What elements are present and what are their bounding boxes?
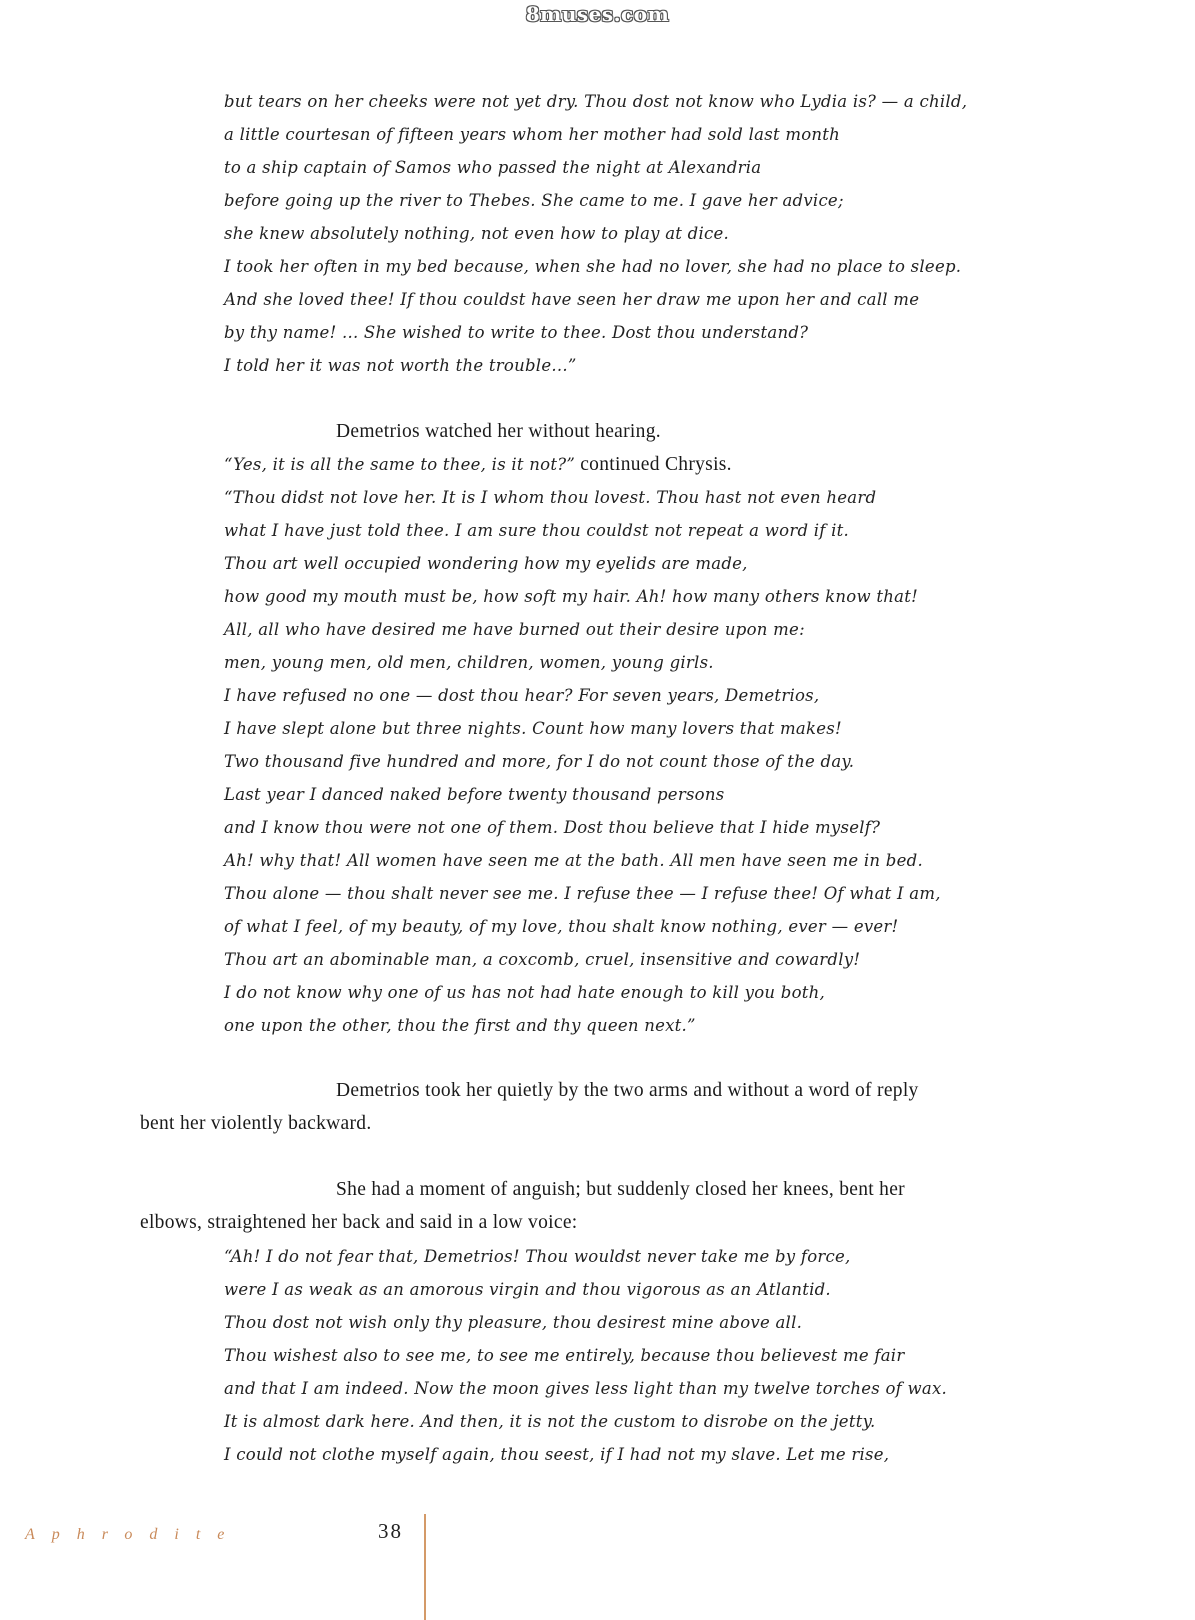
- text-line: Thou dost not wish only thy pleasure, thou desirest mine above all.: [224, 1313, 803, 1332]
- text-line: I told her it was not worth the trouble...”: [224, 356, 577, 375]
- narrative-line: elbows, straightened her back and said in a low voice:: [140, 1212, 578, 1233]
- text-line: men, young men, old men, children, women, young girls.: [224, 653, 714, 672]
- narrative-line: She had a moment of anguish; but suddenly closed her knees, bent her: [336, 1179, 905, 1200]
- text-line: to a ship captain of Samos who passed the night at Alexandria: [224, 158, 762, 177]
- text-line: I took her often in my bed because, when she had no lover, she had no place to sleep.: [224, 257, 962, 276]
- text-line: I could not clothe myself again, thou seest, if I had not my slave. Let me rise,: [224, 1445, 890, 1464]
- text-line: “Ah! I do not fear that, Demetrios! Thou wouldst never take me by force,: [224, 1247, 851, 1266]
- text-line: I have slept alone but three nights. Count how many lovers that makes!: [224, 719, 842, 738]
- text-line: It is almost dark here. And then, it is not the custom to disrobe on the jetty.: [224, 1412, 876, 1431]
- text-line: Thou art an abominable man, a coxcomb, cruel, insensitive and cowardly!: [224, 950, 861, 969]
- text-line: I do not know why one of us has not had hate enough to kill you both,: [224, 983, 826, 1002]
- text-line: were I as weak as an amorous virgin and thou vigorous as an Atlantid.: [224, 1280, 831, 1299]
- dialogue-line: [224, 455, 732, 475]
- text-line: a little courtesan of fifteen years whom her mother had sold last month: [224, 125, 841, 144]
- dialogue-attribution: continued Chrysis.: [575, 454, 732, 475]
- text-line: Thou wishest also to see me, to see me entirely, because thou believest me fair: [224, 1346, 905, 1365]
- text-line: but tears on her cheeks were not yet dry. Thou dost not know who Lydia is? — a child,: [224, 92, 968, 111]
- text-line: before going up the river to Thebes. She came to me. I gave her advice;: [224, 191, 844, 210]
- text-line: Thou art well occupied wondering how my eyelids are made,: [224, 554, 748, 573]
- text-line: and I know thou were not one of them. Dost thou believe that I hide myself?: [224, 818, 881, 837]
- text-line: and that I am indeed. Now the moon gives less light than my twelve torches of wax.: [224, 1379, 948, 1398]
- footer-book-title: Aphrodite: [25, 1526, 242, 1543]
- footer-divider: [424, 1514, 426, 1620]
- text-line: All, all who have desired me have burned out their desire upon me:: [224, 620, 805, 639]
- text-line: Last year I danced naked before twenty thousand persons: [224, 785, 725, 804]
- narrative-line: bent her violently backward.: [140, 1113, 372, 1134]
- text-line: she knew absolutely nothing, not even how to play at dice.: [224, 224, 730, 243]
- narrative-line: Demetrios watched her without hearing.: [336, 421, 661, 442]
- text-line: Thou alone — thou shalt never see me. I refuse thee — I refuse thee! Of what I am,: [224, 884, 941, 903]
- text-line: Two thousand five hundred and more, for I do not count those of the day.: [224, 752, 855, 771]
- text-line: what I have just told thee. I am sure thou couldst not repeat a word if it.: [224, 521, 850, 540]
- watermark-logo: 8muses.com: [525, 2, 670, 26]
- text-line: by thy name! ... She wished to write to thee. Dost thou understand?: [224, 323, 809, 342]
- text-line: how good my mouth must be, how soft my hair. Ah! how many others know that!: [224, 587, 918, 606]
- page-number: 38: [378, 1519, 403, 1543]
- text-line: And she loved thee! If thou couldst have seen her draw me upon her and call me: [224, 290, 920, 309]
- narrative-line: Demetrios took her quietly by the two arms and without a word of reply: [336, 1080, 919, 1101]
- text-line: one upon the other, thou the first and thy queen next.”: [224, 1016, 696, 1035]
- text-line: Ah! why that! All women have seen me at the bath. All men have seen me in bed.: [224, 851, 923, 870]
- text-line: “Thou didst not love her. It is I whom thou lovest. Thou hast not even heard: [224, 488, 877, 507]
- dialogue-quote: “Yes, it is all the same to thee, is it not?”: [224, 455, 576, 474]
- text-line: of what I feel, of my beauty, of my love, thou shalt know nothing, ever — ever!: [224, 917, 899, 936]
- text-line: I have refused no one — dost thou hear? For seven years, Demetrios,: [224, 686, 820, 705]
